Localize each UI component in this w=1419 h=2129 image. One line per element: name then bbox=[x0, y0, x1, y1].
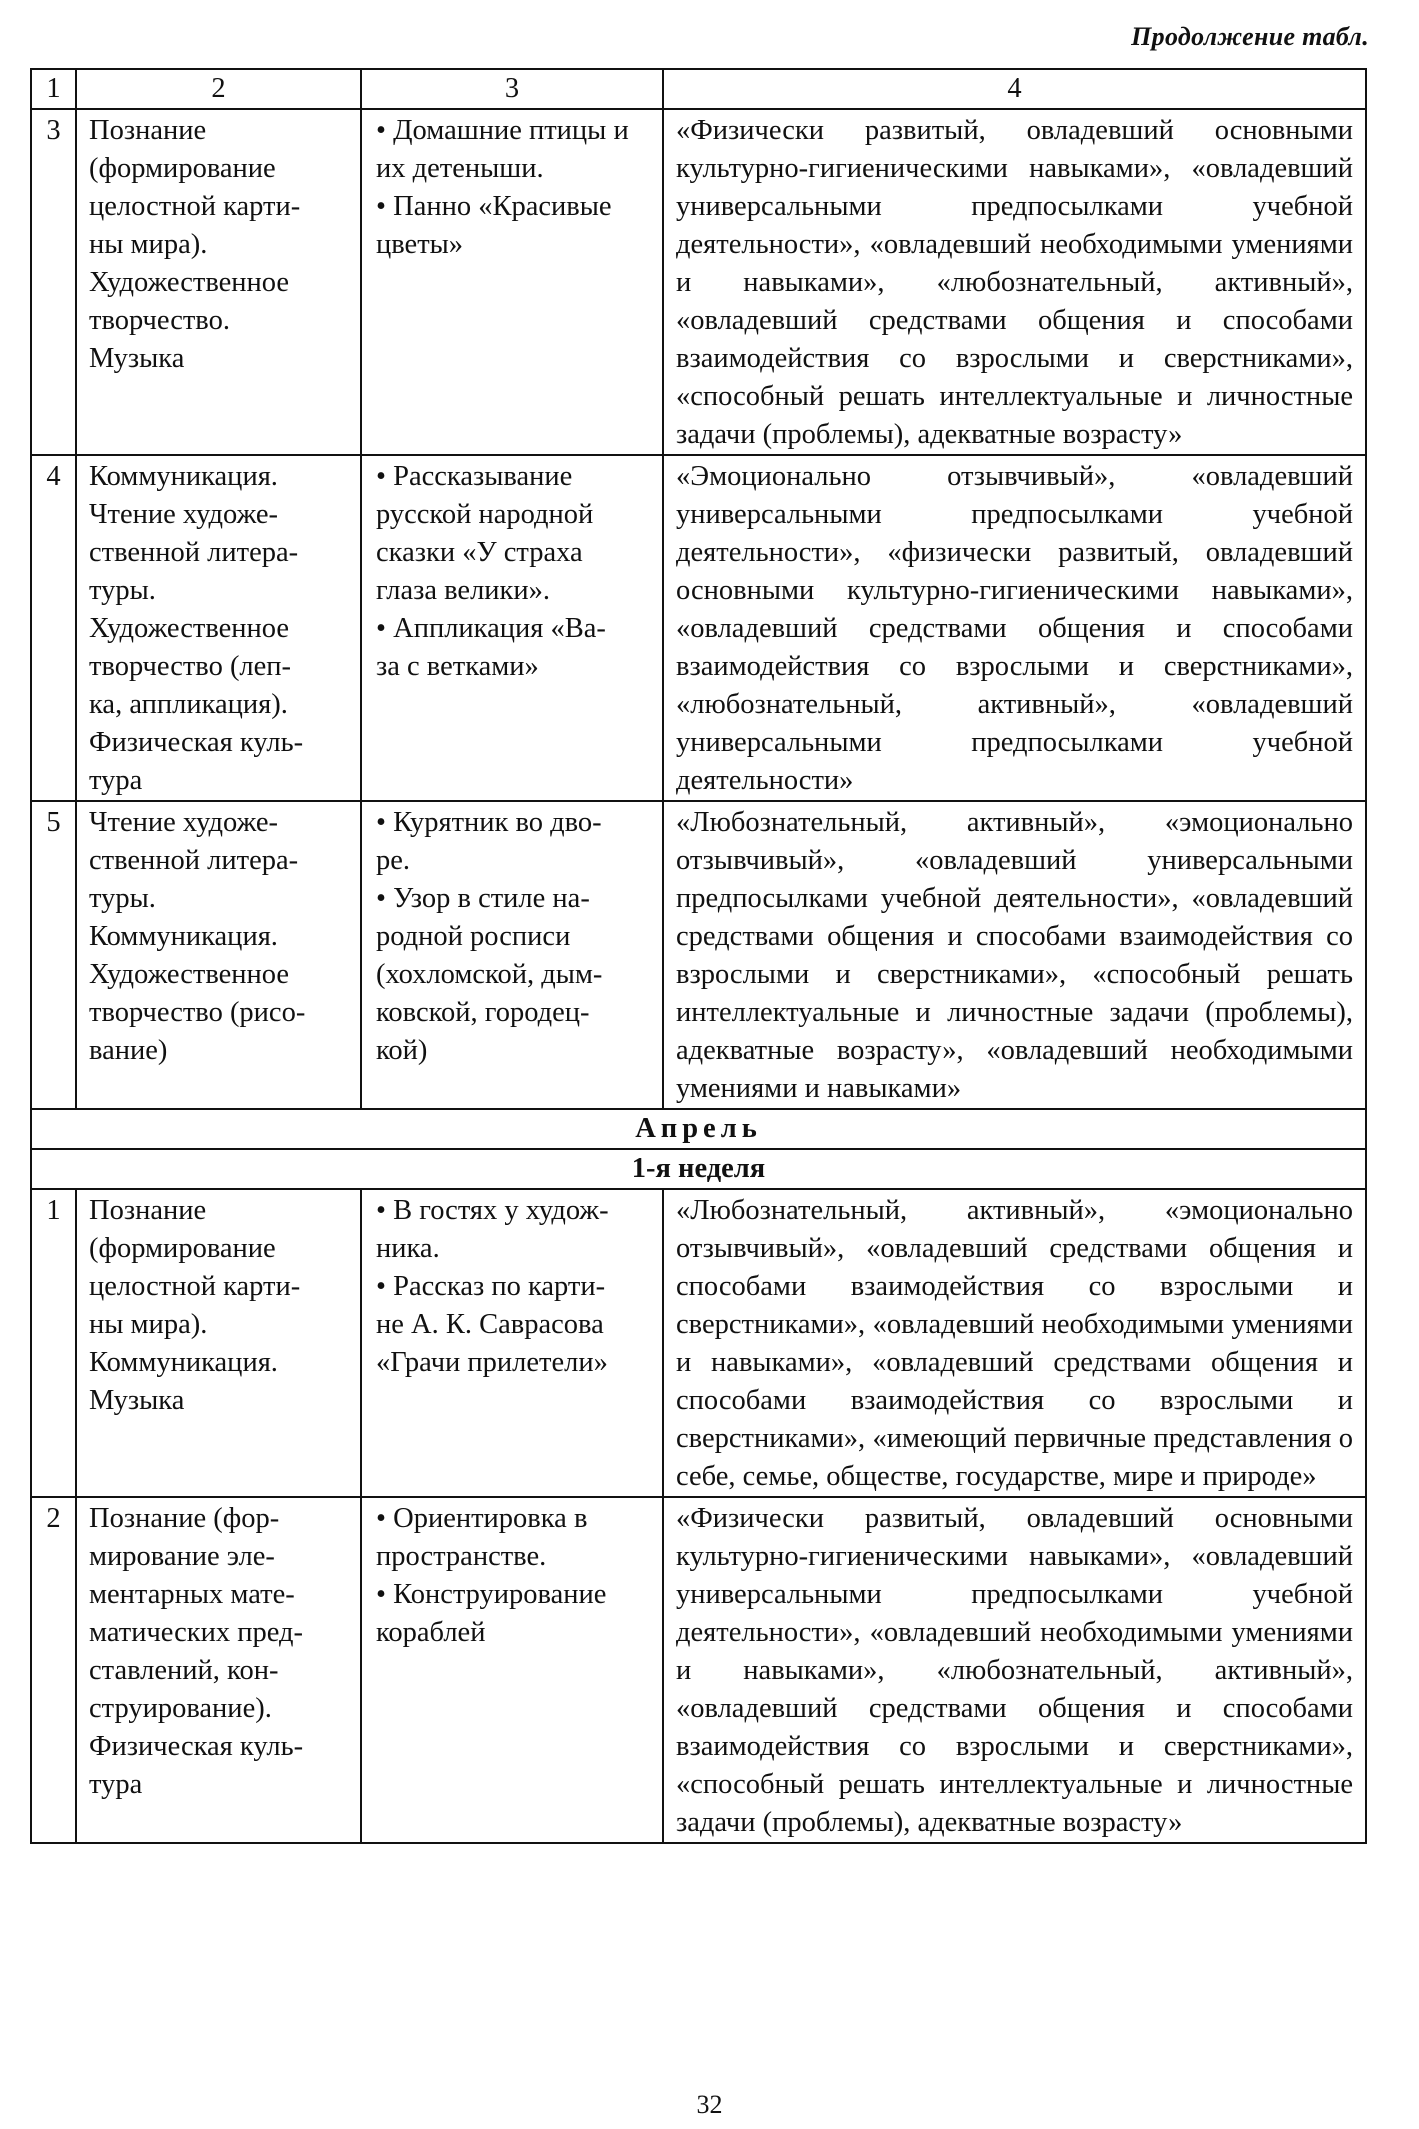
activity-areas-cell bbox=[76, 1497, 361, 1843]
topic-item bbox=[376, 1500, 652, 1576]
activity-areas-cell bbox=[76, 801, 361, 1109]
activity-area-line: Художественное bbox=[89, 613, 290, 644]
topic-line: их детеныши. bbox=[376, 153, 544, 184]
integrative-qualities-cell: «Физически развитый, овладевший основными культурно-гигиеническими навыками», «овладевший универсальными предпосылками учебной деятельности», «овладевший необходимыми умениями и навыками», «любознательный, активный», «овладевший средствами общения и способами взаимодействия со взрослыми и сверстниками», «способный решать интеллектуальные и личностные задачи (проблемы), адекватные возрасту» bbox=[663, 1497, 1366, 1843]
topic-line: • Аппликация «Ва- bbox=[376, 610, 652, 648]
topic-item bbox=[376, 1268, 652, 1382]
activity-area-line: тура bbox=[89, 765, 143, 796]
activity-area-line: Чтение художе- bbox=[89, 807, 279, 838]
activity-area-line: Коммуникация. bbox=[89, 461, 278, 492]
activity-area-line: творчество (леп- bbox=[89, 651, 292, 682]
topic-line: глаза велики». bbox=[376, 575, 551, 606]
row-number: 5 bbox=[31, 801, 76, 1109]
topic-item bbox=[376, 458, 652, 610]
activity-area-line: Физическая куль- bbox=[89, 1731, 304, 1762]
row-number: 2 bbox=[31, 1497, 76, 1843]
week-row bbox=[31, 1149, 1366, 1189]
table-row bbox=[31, 1189, 1366, 1497]
week-label: 1-я неделя bbox=[31, 1149, 1366, 1189]
activity-area-line: (формирование bbox=[89, 1233, 276, 1264]
activity-area-line: Познание bbox=[89, 1195, 207, 1226]
table-row bbox=[31, 1497, 1366, 1843]
rows-april-week-1 bbox=[31, 1189, 1366, 1843]
topic-line: кораблей bbox=[376, 1617, 486, 1648]
row-number: 4 bbox=[31, 455, 76, 801]
continuation-note: Продолжение табл. bbox=[1131, 22, 1369, 51]
table-row bbox=[31, 109, 1366, 455]
topic-line: • Курятник во дво- bbox=[376, 804, 652, 842]
topic-line: • Узор в стиле на- bbox=[376, 880, 652, 918]
topic-line: ре. bbox=[376, 845, 411, 876]
topics-cell bbox=[361, 109, 663, 455]
activity-area-line: творчество (рисо- bbox=[89, 997, 306, 1028]
activity-area-line: ставлений, кон- bbox=[89, 1655, 279, 1686]
topic-line: кой) bbox=[376, 1035, 428, 1066]
activity-area-line: Коммуникация. bbox=[89, 1347, 278, 1378]
topic-item bbox=[376, 804, 652, 880]
rows-before-april bbox=[31, 109, 1366, 1109]
topics-cell bbox=[361, 1189, 663, 1497]
topic-line: цветы» bbox=[376, 229, 464, 260]
topic-item bbox=[376, 112, 652, 188]
activity-area-line: ка, аппликация). bbox=[89, 689, 288, 720]
activity-area-line: целостной карти- bbox=[89, 1271, 301, 1302]
month-label: Апрель bbox=[31, 1109, 1366, 1149]
topic-line: не А. К. Саврасова bbox=[376, 1309, 604, 1340]
activity-area-line: струирование). bbox=[89, 1693, 272, 1724]
integrative-qualities-cell: «Эмоционально отзывчивый», «овладевший универсальными предпосылками учебной деятельности», «физически развитый, овладевший основными культурно-гигиеническими навыками», «овладевший средствами общения и способами взаимодействия со взрослыми и сверстниками», «любознательный, активный», «овладевший универсальными предпосылками учебной деятельности» bbox=[663, 455, 1366, 801]
table-header-row bbox=[31, 69, 1366, 109]
activity-area-line: ны мира). bbox=[89, 229, 208, 260]
topic-line: сказки «У страха bbox=[376, 537, 583, 568]
activity-areas-cell bbox=[76, 455, 361, 801]
topic-line: пространстве. bbox=[376, 1541, 547, 1572]
topic-line: • В гостях у худож- bbox=[376, 1192, 652, 1230]
topic-item bbox=[376, 188, 652, 264]
topics-cell bbox=[361, 801, 663, 1109]
integrative-qualities-cell: «Любознательный, активный», «эмоционально отзывчивый», «овладевший средствами общения и способами взаимодействия со взрослыми и сверстниками», «овладевший необходимыми умениями и навыками», «овладевший средствами общения и способами взаимодействия со взрослыми и сверстниками», «имеющий первичные представления о себе, семье, обществе, государстве, мире и природе» bbox=[663, 1189, 1366, 1497]
topic-line: • Конструирование bbox=[376, 1576, 652, 1614]
activity-area-line: Музыка bbox=[89, 343, 185, 374]
topic-line: русской народной bbox=[376, 499, 594, 530]
topic-line: • Ориентировка в bbox=[376, 1500, 652, 1538]
activity-area-line: творчество. bbox=[89, 305, 230, 336]
topic-line: ника. bbox=[376, 1233, 440, 1264]
activity-area-line: ментарных мате- bbox=[89, 1579, 295, 1610]
topic-line: за с ветками» bbox=[376, 651, 539, 682]
topic-line: (хохломской, дым- bbox=[376, 959, 603, 990]
activity-area-line: Художественное bbox=[89, 267, 290, 298]
topic-line: ковской, городец- bbox=[376, 997, 590, 1028]
topic-line: • Рассказывание bbox=[376, 458, 652, 496]
activity-area-line: тура bbox=[89, 1769, 143, 1800]
activity-area-line: вание) bbox=[89, 1035, 168, 1066]
topic-line: «Грачи прилетели» bbox=[376, 1347, 608, 1378]
activity-areas-cell bbox=[76, 1189, 361, 1497]
row-number: 1 bbox=[31, 1189, 76, 1497]
topic-line: • Домашние птицы и bbox=[376, 112, 652, 150]
activity-area-line: Познание (фор- bbox=[89, 1503, 280, 1534]
activity-area-line: целостной карти- bbox=[89, 191, 301, 222]
activity-area-line: Художественное bbox=[89, 959, 290, 990]
topic-line: • Панно «Красивые bbox=[376, 188, 652, 226]
month-row bbox=[31, 1109, 1366, 1149]
table-row bbox=[31, 455, 1366, 801]
activity-area-line: туры. bbox=[89, 883, 156, 914]
page-number: 32 bbox=[696, 2090, 723, 2119]
lesson-plan-table bbox=[30, 68, 1367, 1844]
table-row bbox=[31, 801, 1366, 1109]
activity-area-line: матических пред- bbox=[89, 1617, 304, 1648]
activity-area-line: ственной литера- bbox=[89, 537, 299, 568]
topics-cell bbox=[361, 1497, 663, 1843]
header-cell-1: 1 bbox=[31, 69, 76, 109]
activity-area-line: Музыка bbox=[89, 1385, 185, 1416]
topic-item bbox=[376, 880, 652, 1070]
activity-area-line: Познание bbox=[89, 115, 207, 146]
topic-line: • Рассказ по карти- bbox=[376, 1268, 652, 1306]
row-number: 3 bbox=[31, 109, 76, 455]
activity-area-line: ственной литера- bbox=[89, 845, 299, 876]
activity-area-line: Коммуникация. bbox=[89, 921, 278, 952]
activity-area-line: (формирование bbox=[89, 153, 276, 184]
topic-item bbox=[376, 1576, 652, 1652]
integrative-qualities-cell: «Любознательный, активный», «эмоционально отзывчивый», «овладевший универсальными предпосылками учебной деятельности», «овладевший средствами общения и способами взаимодействия со взрослыми и сверстниками», «способный решать интеллектуальные и личностные задачи (проблемы), адекватные возрасту», «овладевший необходимыми умениями и навыками» bbox=[663, 801, 1366, 1109]
integrative-qualities-cell: «Физически развитый, овладевший основными культурно-гигиеническими навыками», «овладевший универсальными предпосылками учебной деятельности», «овладевший необходимыми умениями и навыками», «любознательный, активный», «овладевший средствами общения и способами взаимодействия со взрослыми и сверстниками», «способный решать интеллектуальные и личностные задачи (проблемы), адекватные возрасту» bbox=[663, 109, 1366, 455]
topics-cell bbox=[361, 455, 663, 801]
activity-area-line: Чтение художе- bbox=[89, 499, 279, 530]
topic-item bbox=[376, 610, 652, 686]
topic-line: родной росписи bbox=[376, 921, 571, 952]
activity-area-line: Физическая куль- bbox=[89, 727, 304, 758]
topic-item bbox=[376, 1192, 652, 1268]
header-cell-2: 2 bbox=[76, 69, 361, 109]
activity-area-line: туры. bbox=[89, 575, 156, 606]
activity-area-line: ны мира). bbox=[89, 1309, 208, 1340]
activity-areas-cell bbox=[76, 109, 361, 455]
header-cell-4: 4 bbox=[663, 69, 1366, 109]
activity-area-line: мирование эле- bbox=[89, 1541, 275, 1572]
header-cell-3: 3 bbox=[361, 69, 663, 109]
